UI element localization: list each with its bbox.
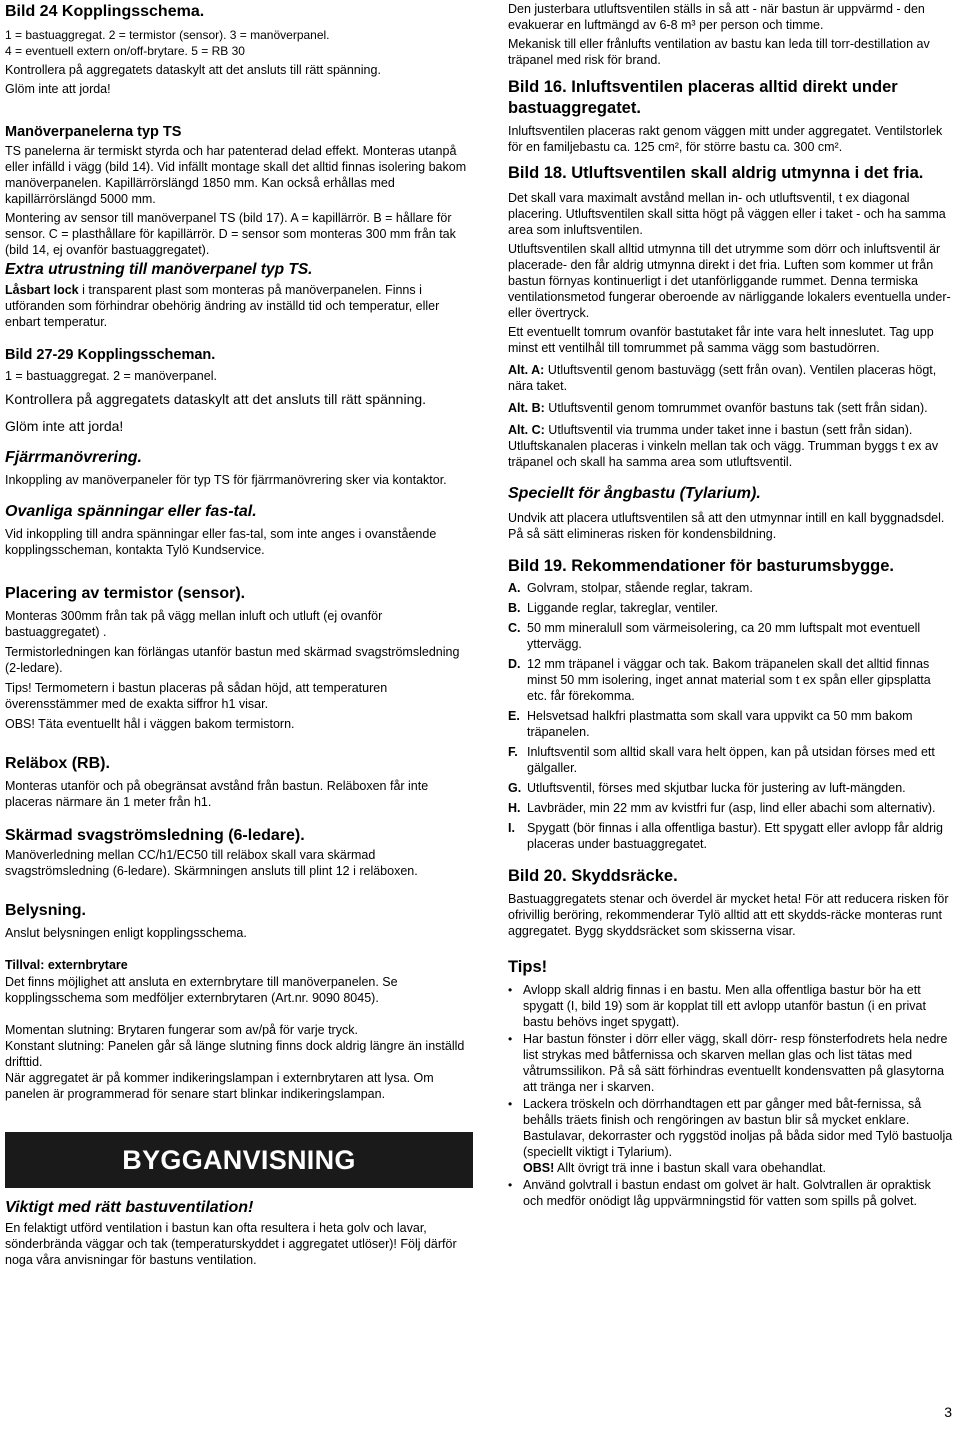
switch-p2: Konstant slutning: Panelen går så länge slutning finns dock aldrig längre än inställd drifttid. <box>5 1039 465 1069</box>
unusual-heading: Ovanliga spänningar eller fas-tal. <box>5 503 257 520</box>
tip-text: Använd golvtrall i bastun endast om golvet är halt. Golvtrallen är opraktisk och medför onödigt låg uppvärmningstid för vatten som spills på golvet. <box>523 1178 931 1208</box>
list-item-text: Spygatt (bör finnas i alla offentliga bastur). Ett spygatt eller avlopp får aldrig placeras under bastuaggregatet. <box>527 821 943 851</box>
alt-a-label: Alt. A: <box>508 363 545 377</box>
tips-list <box>508 982 953 1209</box>
thermistor-heading: Placering av termistor (sensor). <box>5 585 246 602</box>
list-item-letter: C. <box>508 621 521 635</box>
list-item <box>508 580 953 596</box>
right-column <box>508 0 953 1210</box>
bild20-text: Bastuaggregatets stenar och överdel är mycket heta! För att reducera risken för ofrivillig beröring, rekommenderar Tylö alltid att ett skydds-räcke monteras runt aggregatet. Bygg skyddsräcket som skisserna visar. <box>508 892 949 938</box>
alt-c-text: Utluftsventil via trumma under taket inne i bastun (sett från sidan). Utluftskanalen placeras i vinkeln mellan tak och vägg. Trumman byggs t ex av träpanel och skall ha samma area som utluftsventil. <box>508 423 939 469</box>
bild18-p2: Utluftsventilen skall alltid utmynna till det utrymme som dörr och inluftsventil är placerade- den får aldrig utmynna direkt i det fria. Luften som kommer ut från bastun förnyas kontinuerligt i det utanförliggande rummet. Denna termiska ventilationsmetod fungerar oberoende av närliggande lokalers eventuella under- eller övertryck. <box>508 242 951 320</box>
tip-text: Har bastun fönster i dörr eller vägg, skall dörr- resp fönsterfodrets hela nedre list strykas med båtfernissa och skarven mellan glas och list tätas med våtrumssilikon. På så sätt förhindras eventuellt kondensvatten på glasytorna att tränga ner i skarven. <box>523 1032 948 1094</box>
vent-heading: Viktigt med rätt bastuventilation! <box>5 1199 254 1216</box>
bild16-heading: Bild 16. Inluftsventilen placeras alltid direkt under bastuaggregatet. <box>508 78 898 117</box>
lock-bold: Låsbart lock <box>5 283 79 297</box>
list-item-letter: E. <box>508 709 520 723</box>
bild18-heading: Bild 18. Utluftsventilen skall aldrig utmynna i det fria. <box>508 164 924 182</box>
shielded-heading: Skärmad svagströmsledning (6-ledare). <box>5 827 305 844</box>
bild24-heading: Bild 24 Kopplingsschema. <box>5 3 205 20</box>
list-item <box>508 656 953 704</box>
page-number: 3 <box>944 1404 952 1420</box>
bild24-ground: Glöm inte att jorda! <box>5 82 111 96</box>
list-item-text: Golvram, stolpar, stående reglar, takram. <box>527 581 753 595</box>
light-text: Anslut belysningen enligt kopplingsschema. <box>5 926 247 940</box>
alt-c-label: Alt. C: <box>508 423 545 437</box>
unusual-text: Vid inkoppling till andra spänningar eller fas-tal, som inte anges i ovanstående kopplingsscheman, kontakta Tylö Kundservice. <box>5 527 437 557</box>
bild18-p1: Det skall vara maximalt avstånd mellan in- och utluftsventil, t ex diagonal placering. Utluftsventilen skall sitta högt på väggen eller i taket - och ha samma area som inluftsventilen. <box>508 191 946 237</box>
thermistor-p3: Tips! Termometern i bastun placeras på sådan höjd, att temperaturen överensstämmer med de exakta siffror h1 visar. <box>5 681 388 711</box>
tip-obs-text: Allt övrigt trä inne i bastun skall vara obehandlat. <box>554 1161 826 1175</box>
bild24-check: Kontrollera på aggregatets dataskylt att det ansluts till rätt spänning. <box>5 63 381 77</box>
switch-p3: När aggregatet är på kommer indikeringslampan i externbrytaren att lysa. Om panelen är programmerad för senare start blinkar indikeringslampan. <box>5 1071 434 1101</box>
tip-item <box>508 1177 953 1209</box>
vent-text: En felaktigt utförd ventilation i bastun kan ofta resultera i heta golv och lavar, sönderbrända väggar och tak (temperaturskyddet i aggregatet utlöser)! Följ därför noga våra anvisningar för bastuns ventilation. <box>5 1221 457 1267</box>
bild27-heading: Bild 27-29 Kopplingsscheman. <box>5 347 216 363</box>
alt-b-text: Utluftsventil genom tomrummet ovanför bastuns tak (sett från sidan). <box>544 401 928 415</box>
banner-text: BYGGANVISNING <box>122 1144 356 1175</box>
alt-b-label: Alt. B: <box>508 401 545 415</box>
alt-a-text: Utluftsventil genom bastuvägg (sett från ovan). Ventilen placeras högt, nära taket. <box>508 363 937 393</box>
list-item-text: Liggande reglar, takreglar, ventiler. <box>527 601 719 615</box>
relay-text: Monteras utanför och på obegränsat avstånd från bastun. Reläboxen får inte placeras närmare än 1 meter från h1. <box>5 779 429 809</box>
tip-text: Lackera tröskeln och dörrhandtagen ett par gånger med båt-fernissa, så behålls träets finish och rengöringen av bastun blir så mycket enklare. Bastulavar, dekorraster och ryggstöd inoljas på båda sidor med Tylö bastuolja (speciellt viktigt i Tylarium). <box>523 1097 953 1159</box>
bild27-line: 1 = bastuaggregat. 2 = manöverpanel. <box>5 369 217 383</box>
list-item-text: 50 mm mineralull som värmeisolering, ca 20 mm luftspalt mot eventuell yttervägg. <box>527 621 921 651</box>
option-text: Det finns möjlighet att ansluta en externbrytare till manöverpanelen. Se kopplingsschema som medföljer externbrytaren (Art.nr. 9090 8045). <box>5 975 398 1005</box>
alt-c <box>508 422 953 470</box>
list-item-letter: I. <box>508 821 515 835</box>
right-top-p2: Mekanisk till eller frånlufts ventilation av bastu kan leda till torr-destillation av träpanel med risk för brand. <box>508 37 930 67</box>
mount-text: Montering av sensor till manöverpanel TS (bild 17). A = kapillärrör. B = hållare för sensor. C = plasthållare för kapillärrör. D = sensor som monteras 300 mm från tak (bild 14, ej ovanför bastuaggregatet). <box>5 211 456 257</box>
thermistor-p4: OBS! Täta eventuellt hål i väggen bakom termistorn. <box>5 717 295 731</box>
lock-text <box>5 282 473 330</box>
right-top-p1: Den justerbara utluftsventilen ställs in så att - när bastun är uppvärmd - den evakuerar en luftmängd av 6-8 m³ per person och timme. <box>508 2 925 32</box>
remote-heading: Fjärrmanövrering. <box>5 449 142 466</box>
list-item-letter: A. <box>508 581 521 595</box>
list-item <box>508 744 953 776</box>
light-heading: Belysning. <box>5 902 86 919</box>
thermistor-p2: Termistorledningen kan förlängas utanför bastun med skärmad svagströmsledning (2-ledare). <box>5 645 460 675</box>
list-item <box>508 708 953 740</box>
bild20-heading: Bild 20. Skyddsräcke. <box>508 867 678 885</box>
list-item <box>508 620 953 652</box>
list-item-text: Inluftsventil som alltid skall vara helt öppen, kan på utsidan förses med ett gälgaller. <box>527 745 935 775</box>
relay-heading: Reläbox (RB). <box>5 755 110 772</box>
bild27-check: Kontrollera på aggregatets dataskylt att det ansluts till rätt spänning. <box>5 391 427 407</box>
bild24-line1: 1 = bastuaggregat. 2 = termistor (sensor). 3 = manöverpanel. <box>5 28 330 42</box>
steam-heading: Speciellt för ångbastu (Tylarium). <box>508 485 761 502</box>
steam-text: Undvik att placera utluftsventilen så att den utmynnar intill en kall byggnadsdel. På så sätt elimineras risken för kondensbildning. <box>508 511 945 541</box>
shielded-text: Manöverledning mellan CC/h1/EC50 till reläbox skall vara skärmad svagströmsledning (6-ledare). Skärmningen ansluts till plint 12 i reläboxen. <box>5 848 418 878</box>
list-item <box>508 600 953 616</box>
ts-text: TS panelerna är termiskt styrda och har patenterad delad effekt. Monteras utanpå eller infälld i vägg (bild 14). Vid infällt montage skall det alltid finnas isolering bakom manöverpanelen. Kapillärrörslängd 1850 mm. Kan också erhållas med kapillärrörslängd 5000 mm. <box>5 144 467 206</box>
bild27-ground: Glöm inte att jorda! <box>5 418 124 434</box>
ts-heading: Manöverpanelerna typ TS <box>5 124 182 140</box>
tip-item <box>508 982 953 1030</box>
list-item-letter: G. <box>508 781 522 795</box>
bygganvisning-banner <box>5 1132 473 1188</box>
remote-text: Inkoppling av manöverpaneler för typ TS för fjärrmanövrering sker via kontaktor. <box>5 473 447 487</box>
list-item-text: Helsvetsad halkfri plastmatta som skall vara uppvikt ca 50 mm bakom träpanelen. <box>527 709 913 739</box>
thermistor-p1: Monteras 300mm från tak på vägg mellan inluft och utluft (ej ovanför bastuaggregatet) . <box>5 609 383 639</box>
tips-heading: Tips! <box>508 958 548 976</box>
list-item <box>508 800 953 816</box>
list-item-letter: B. <box>508 601 521 615</box>
list-item-letter: H. <box>508 801 521 815</box>
switch-p1: Momentan slutning: Brytaren fungerar som av/på för varje tryck. <box>5 1023 358 1037</box>
bild16-text: Inluftsventilen placeras rakt genom väggen mitt under aggregatet. Ventilstorlek för en familjebastu ca. 125 cm², för större bastu ca. 300 cm². <box>508 124 943 154</box>
tip-item <box>508 1031 953 1095</box>
bild19-heading: Bild 19. Rekommendationer för basturumsbygge. <box>508 557 894 575</box>
alt-b <box>508 400 953 416</box>
bild24-line2: 4 = eventuell extern on/off-brytare. 5 = RB 30 <box>5 44 245 58</box>
list-item-text: Utluftsventil, förses med skjutbar lucka för justering av luft-mängden. <box>527 781 906 795</box>
lock-desc: i transparent plast som monteras på manöverpanelen. Finns i utföranden som förhindrar obehörig ändring av inställd tid och temperatur, eller enbart temperatur. <box>5 283 440 329</box>
alt-a <box>508 362 953 394</box>
list-item <box>508 820 953 852</box>
tip-item <box>508 1096 953 1176</box>
option-heading: Tillval: externbrytare <box>5 958 128 972</box>
extra-heading: Extra utrustning till manöverpanel typ TS. <box>5 261 313 278</box>
bild18-p3: Ett eventuellt tomrum ovanför bastutaket får inte vara helt inneslutet. Tag upp minst ett ventilhål till tomrummet på samma vägg som bastudörren. <box>508 325 934 355</box>
list-item-letter: F. <box>508 745 518 759</box>
left-column <box>5 0 473 1268</box>
list-item-letter: D. <box>508 657 521 671</box>
list-item-text: 12 mm träpanel i väggar och tak. Bakom träpanelen skall det alltid finnas minst 50 mm isolering, inget annat material som t ex spån eller gipsplatta etc. får förekomma. <box>527 657 931 703</box>
list-item-text: Lavbräder, min 22 mm av kvistfri fur (asp, lind eller abachi som alternativ). <box>527 801 936 815</box>
tip-text: Avlopp skall aldrig finnas i en bastu. Men alla offentliga bastur bör ha ett spygatt (I, bild 19) som är kopplat till ett avlopp utanför bastun (i en privat bastu behövs inget spygatt). <box>523 983 926 1029</box>
tip-obs-label: OBS! <box>523 1161 555 1175</box>
bild19-list <box>508 580 953 852</box>
list-item <box>508 780 953 796</box>
